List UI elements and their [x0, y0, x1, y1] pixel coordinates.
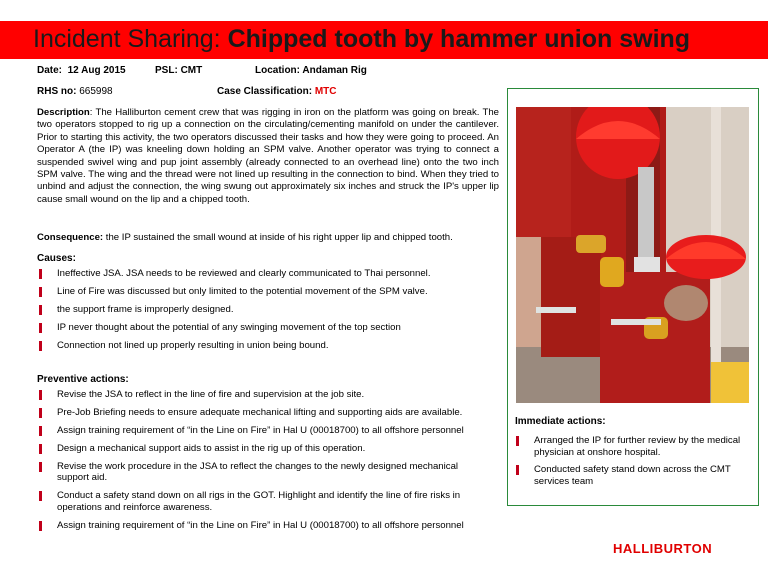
preventive-action-item-text: Revise the work procedure in the JSA to reflect the changes to the newly designed mechanical support aid. — [57, 460, 459, 484]
cause-item — [37, 268, 499, 280]
rhs-value: 665998 — [79, 86, 113, 97]
cause-item-text: IP never thought about the potential of any swinging movement of the top section — [57, 321, 401, 333]
preventive-list — [37, 389, 477, 537]
page-title — [33, 25, 690, 54]
preventive-action-item — [37, 443, 477, 455]
description-text: : The Halliburton cement crew that was rigging in iron on the platform was going on break. The two operators stopped to rig up a connection on the circulating/cementing manifold on under the cantilever. Prior to starting this activity, the two operators discussed their tasks and how they were going to proceed. An Operator A (the IP) was kneeling down holding an SPM valve. Another operator was trying to connect a suspended swivel wing and pup joint assembly (already connected to an overhead line) onto the two inch SPM valve. The wing and the thread were not lined up resulting in the connection to bind. When they tried to unbind and adjust the connection, the wing swung out approximately six inches and struck the IP's upper lip cause small wound on the lip and a chipped tooth. — [37, 107, 499, 205]
red-bullet-icon — [39, 305, 42, 315]
case-value: MTC — [314, 86, 337, 97]
immediate-action-item — [514, 435, 746, 458]
title-banner — [0, 21, 768, 59]
red-bullet-icon — [39, 269, 42, 279]
cause-item-text: Ineffective JSA. JSA needs to be reviewed and clearly communicated to Thai personnel. — [57, 268, 431, 279]
preventive-action-item-text: Assign training requirement of “in the Line on Fire” in Hal U (00018700) to all offshore personnel — [57, 519, 464, 531]
title-prefix: Incident Sharing: — [33, 25, 228, 53]
immediate-action-item-text: Conducted safety stand down across the CMT services team — [534, 464, 731, 488]
title-main: Chipped tooth by hammer union swing — [227, 25, 691, 53]
red-bullet-icon — [39, 444, 42, 454]
preventive-action-item-text: Revise the JSA to reflect in the line of fire and supervision at the job site. — [57, 389, 365, 400]
red-bullet-icon — [39, 408, 42, 418]
preventive-action-item-text: Conduct a safety stand down on all rigs in the GOT. Highlight and identify the line of fire risks in operations and reinforce awareness. — [57, 490, 461, 513]
photo-panel — [507, 88, 759, 506]
immediate-action-item-text: Arranged the IP for further review by the medical physician at onshore hospital. — [534, 435, 741, 458]
cause-item — [37, 304, 499, 316]
causes-list — [37, 268, 499, 357]
rhs-field — [37, 86, 113, 97]
psl-field — [155, 65, 202, 76]
red-bullet-icon — [39, 341, 42, 351]
red-bullet-icon — [516, 436, 519, 446]
preventive-action-item — [37, 389, 477, 401]
incident-photo — [516, 107, 749, 403]
date-field — [37, 65, 126, 76]
rhs-label: RHS no: — [37, 86, 77, 97]
consequence-paragraph — [37, 232, 499, 244]
red-bullet-icon — [39, 390, 42, 400]
case-label: Case Classification: — [217, 86, 313, 97]
cause-item-text: the support frame is improperly designed. — [57, 303, 234, 315]
location-field — [255, 65, 367, 76]
cause-item-text: Line of Fire was discussed but only limited to the potential movement of the SPM valve. — [57, 285, 428, 297]
cause-item — [37, 340, 499, 352]
preventive-action-item — [37, 425, 477, 437]
red-bullet-icon — [39, 491, 42, 501]
preventive-action-item — [37, 461, 477, 484]
red-bullet-icon — [39, 287, 42, 297]
description-paragraph — [37, 107, 499, 206]
causes-heading: Causes: — [37, 253, 76, 264]
location-value: Andaman Rig — [302, 65, 367, 76]
location-label: Location: — [255, 65, 300, 76]
description-label: Description — [37, 107, 90, 118]
preventive-action-item-text: Assign training requirement of “in the Line on Fire” in Hal U (00018700) to all offshore personnel — [57, 424, 464, 436]
case-classification-field — [217, 86, 337, 97]
red-bullet-icon — [39, 426, 42, 436]
consequence-text: the IP sustained the small wound at inside of his right upper lip and chipped tooth. — [103, 232, 453, 243]
preventive-action-item — [37, 490, 477, 513]
immediate-action-item — [514, 464, 746, 487]
consequence-label: Consequence: — [37, 232, 104, 243]
immediate-actions-heading: Immediate actions: — [515, 416, 606, 427]
red-bullet-icon — [39, 323, 42, 333]
preventive-action-item-text: Pre-Job Briefing needs to ensure adequate mechanical lifting and supporting aids are available. — [57, 406, 463, 418]
preventive-heading: Preventive actions: — [37, 374, 129, 385]
preventive-action-item — [37, 407, 477, 419]
red-bullet-icon — [39, 521, 42, 531]
preventive-action-item — [37, 520, 477, 532]
psl-label: PSL: — [155, 65, 178, 76]
immediate-actions-list — [514, 435, 746, 494]
cause-item-text: Connection not lined up properly resulting in union being bound. — [57, 339, 329, 351]
date-label: Date: — [37, 65, 63, 76]
psl-value: CMT — [180, 65, 203, 76]
date-value: 12 Aug 2015 — [67, 65, 126, 76]
cause-item — [37, 322, 499, 334]
red-bullet-icon — [516, 465, 519, 475]
halliburton-logo: HALLIBURTON — [613, 541, 713, 556]
cause-item — [37, 286, 499, 298]
preventive-action-item-text: Design a mechanical support aids to assist in the rig up of this operation. — [57, 442, 366, 454]
red-bullet-icon — [39, 462, 42, 472]
